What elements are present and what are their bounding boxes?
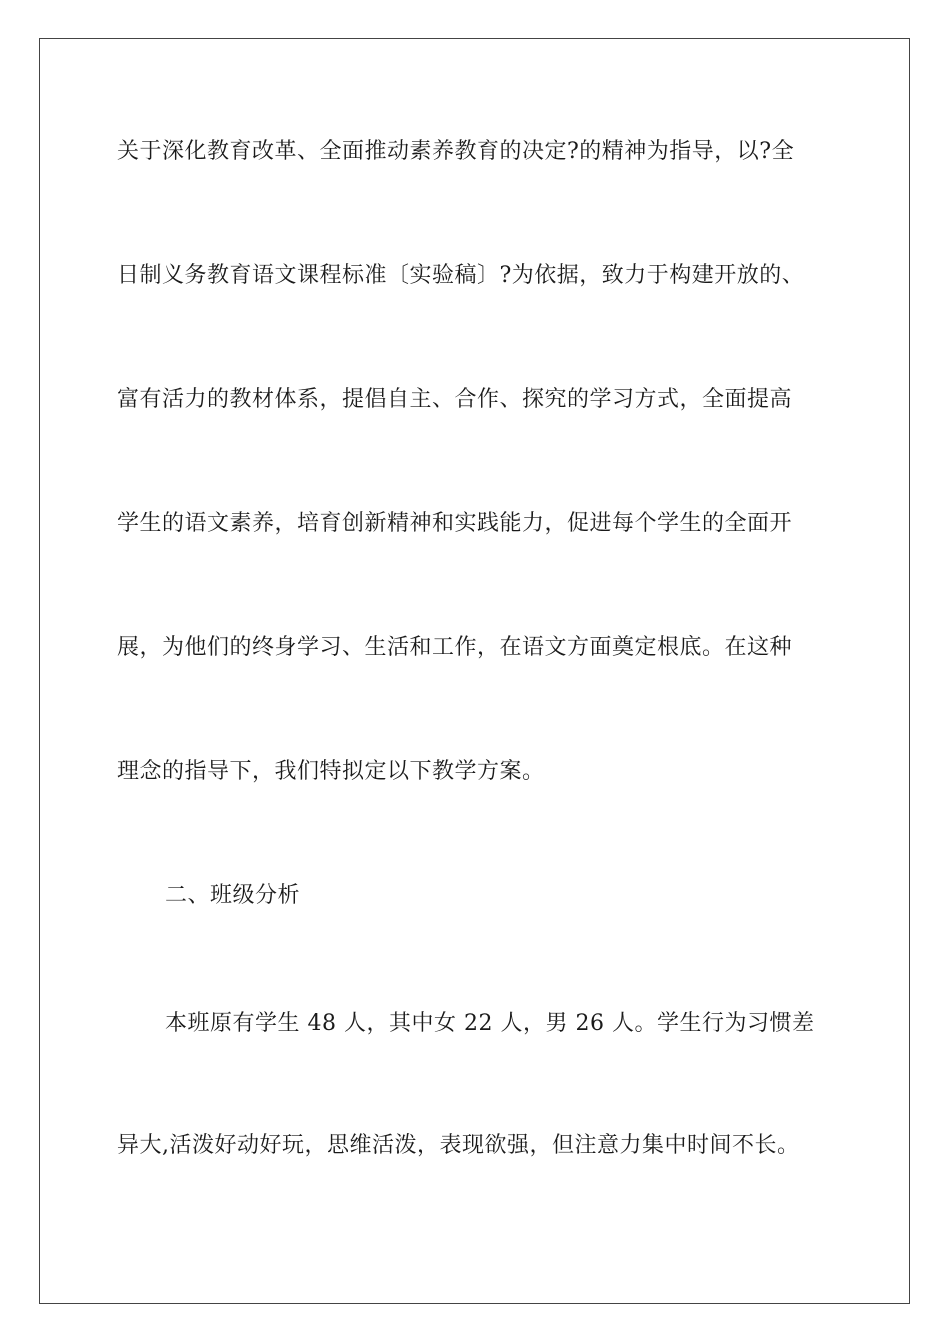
section-heading: 二、班级分析 [165, 883, 301, 908]
section-paragraph-line-2: 异大,活泼好动好玩，思维活泼，表现欲强，但注意力集中时间不长。 [117, 1133, 800, 1158]
paragraph-line-5: 展，为他们的终身学习、生活和工作，在语文方面奠定根底。在这种 [117, 635, 793, 660]
paragraph-line-3: 富有活力的教材体系，提倡自主、合作、探究的学习方式，全面提高 [117, 387, 793, 412]
paragraph-line-2: 日制义务教育语文课程标准〔实验稿〕?为依据，致力于构建开放的、 [117, 263, 805, 288]
page-border [39, 38, 910, 1304]
paragraph-line-4: 学生的语文素养，培育创新精神和实践能力，促进每个学生的全面开 [117, 511, 793, 536]
section-paragraph-line-1: 本班原有学生 48 人，其中女 22 人，男 26 人。学生行为习惯差 [165, 1011, 815, 1036]
paragraph-line-6: 理念的指导下，我们特拟定以下教学方案。 [117, 759, 545, 784]
paragraph-line-1: 关于深化教育改革、全面推动素养教育的决定?的精神为指导，以?全 [117, 139, 795, 164]
